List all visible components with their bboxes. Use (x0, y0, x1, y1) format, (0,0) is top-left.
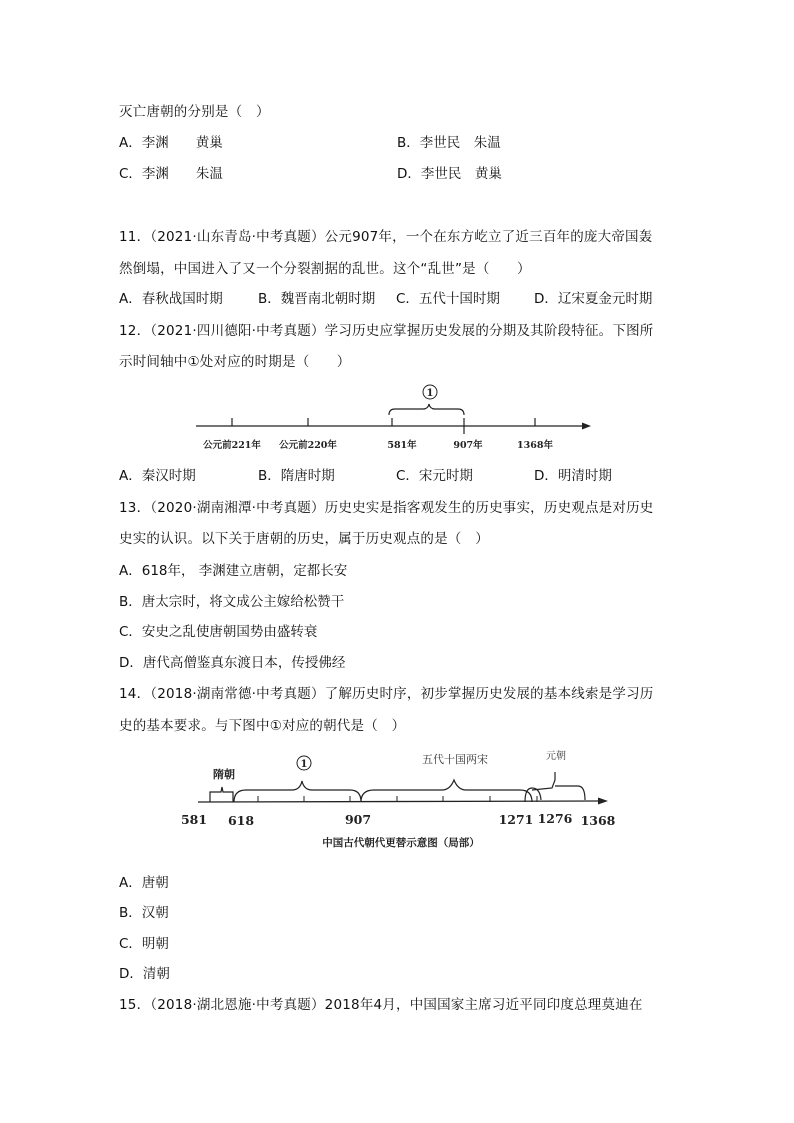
q12-tick-label: 1368年 (517, 440, 553, 451)
q14-label-yuan: 元朝 (546, 751, 566, 762)
q13-stem-line1: 13．（2020·湖南湘潭·中考真题）历史史实是指客观发生的历史事实，历史观点是对历史 (119, 500, 654, 516)
q14-tick-label: 618 (227, 813, 255, 828)
q14-stem-line2: 史的基本要求。与下图中①对应的朝代是（ ） (119, 718, 406, 734)
q14-tick-label: 1271 (498, 812, 534, 827)
q14-option-a: A．唐朝 (119, 875, 169, 891)
q14-label-wudai: 五代十国两宋 (422, 753, 488, 766)
q13-option-a: A．618年， 李渊建立唐朝，定都长安 (119, 563, 348, 579)
q15-stem-line1: 15．（2018·湖北恩施·中考真题）2018年4月，中国国家主席习近平同印度总理莫迪在 (119, 997, 643, 1013)
q14-stem-line1: 14．（2018·湖南常德·中考真题）了解历史时序，初步掌握历史发展的基本线索是学习历 (119, 686, 654, 702)
q12-tick-label: 公元前220年 (279, 440, 337, 451)
q14-tick-label: 907 (344, 812, 372, 827)
q10-option-d: D．李世民 黄巢 (397, 166, 502, 182)
q14-dynasty-timeline-figure (180, 742, 630, 857)
q12-stem-line1: 12．（2021·四川德阳·中考真题）学习历史应掌握历史发展的分期及其阶段特征。下图所 (119, 323, 654, 339)
q14-tick-label: 1368 (580, 813, 616, 828)
q14-figure-caption: 中国古代朝代更替示意图（局部） (322, 837, 480, 849)
q12-option-b: B．隋唐时期 (258, 468, 335, 484)
q12-option-a: A．秦汉时期 (119, 468, 196, 484)
q13-stem-line2: 史实的认识。以下关于唐朝的历史，属于历史观点的是（ ） (119, 531, 489, 547)
q12-tick-label: 907年 (453, 440, 483, 451)
q10-option-a: A．李渊 黄巢 (119, 135, 223, 151)
q12-timeline-figure (190, 378, 600, 458)
q13-option-b: B．唐太宗时，将文成公主嫁给松赞干 (119, 594, 345, 610)
q14-option-d: D．清朝 (119, 966, 170, 982)
q12-tick-label: 581年 (387, 440, 417, 451)
q12-marker: 1 (426, 388, 434, 399)
q14-tick-label: 581 (180, 812, 208, 827)
q12-tick-label: 公元前221年 (203, 440, 261, 451)
q11-option-c: C．五代十国时期 (396, 291, 500, 307)
q12-option-d: D．明清时期 (534, 468, 612, 484)
q11-option-d: D．辽宋夏金元时期 (534, 291, 653, 307)
q11-option-a: A．春秋战国时期 (119, 291, 223, 307)
q10-stem: 灭亡唐朝的分别是（ ） (119, 104, 270, 120)
q11-stem-line2: 然倒塌，中国进入了又一个分裂割据的乱世。这个“乱世”是（ ） (119, 261, 531, 277)
q13-option-d: D．唐代高僧鉴真东渡日本，传授佛经 (119, 655, 346, 671)
q12-stem-line2: 示时间轴中①处对应的时期是（ ） (119, 354, 351, 370)
q14-option-b: B．汉朝 (119, 905, 169, 921)
q10-option-b: B．李世民 朱温 (397, 135, 501, 151)
q14-marker: 1 (300, 759, 308, 770)
q10-option-c: C．李渊 朱温 (119, 166, 223, 182)
q14-tick-label: 1276 (537, 811, 573, 826)
q12-option-c: C．宋元时期 (396, 468, 473, 484)
q13-option-c: C．安史之乱使唐朝国势由盛转衰 (119, 624, 318, 640)
q11-stem-line1: 11．（2021·山东青岛·中考真题）公元907年，一个在东方屹立了近三百年的庞大帝国轰 (119, 229, 653, 245)
q11-option-b: B．魏晋南北朝时期 (258, 291, 376, 307)
q14-option-c: C．明朝 (119, 936, 169, 952)
q14-label-sui: 隋朝 (213, 768, 235, 781)
